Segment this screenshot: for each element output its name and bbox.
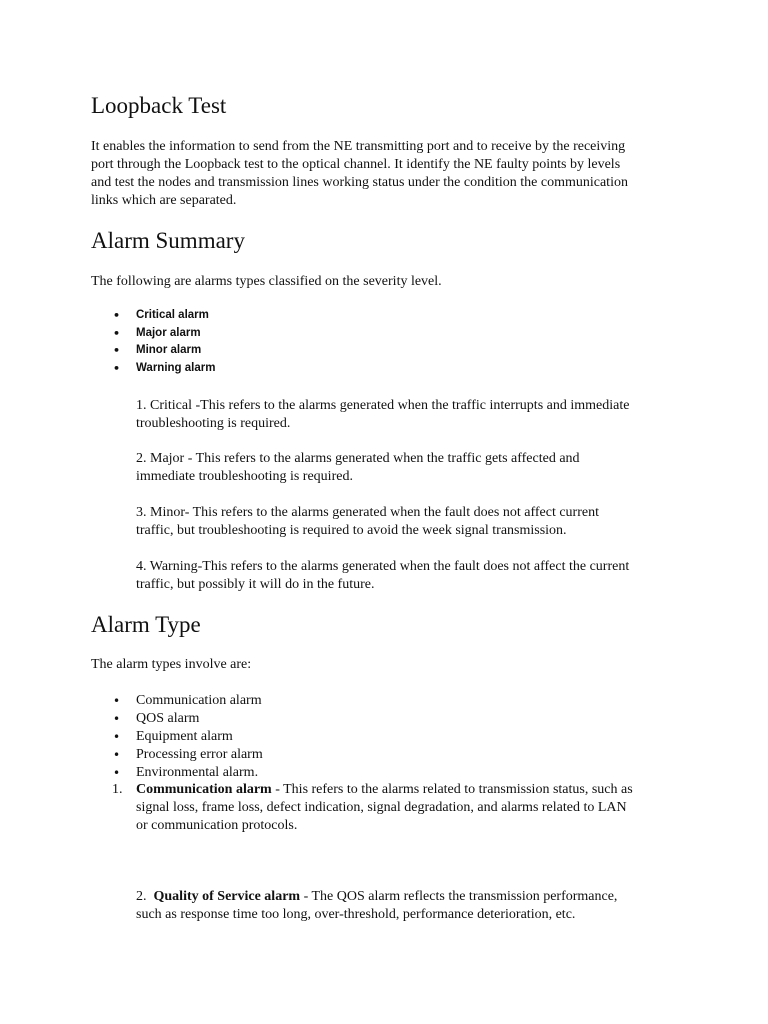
list-item: • Warning alarm xyxy=(91,360,215,378)
severity-item-critical xyxy=(136,397,629,433)
list-item: • Communication alarm xyxy=(91,692,263,710)
term-label: Communication alarm xyxy=(136,782,272,797)
text-line: traffic, but troubleshooting is required to avoid the week signal transmission. xyxy=(136,523,567,538)
text-line: troubleshooting is required. xyxy=(136,416,291,431)
text-line: The following are alarms types classified on the severity level. xyxy=(91,274,442,289)
item-number: 1. xyxy=(112,782,123,797)
text-line: 1. Critical -This refers to the alarms generated when the traffic interrupts and immediate xyxy=(136,398,630,413)
list-item: • Environmental alarm. xyxy=(91,764,263,782)
alarm-type-item-communication xyxy=(112,781,633,835)
text-line xyxy=(136,781,633,799)
list-item: • Critical alarm xyxy=(91,307,215,325)
heading-loopback-test: Loopback Test xyxy=(91,93,227,118)
text-line: or communication protocols. xyxy=(136,818,298,833)
list-item: • Minor alarm xyxy=(91,342,215,360)
text-line: signal loss, frame loss, defect indication, signal degradation, and alarms related to LAN xyxy=(136,800,627,815)
text-line: 3. Minor- This refers to the alarms generated when the fault does not affect current xyxy=(136,505,599,520)
list-item: • Major alarm xyxy=(91,325,215,343)
text-line: The alarm types involve are: xyxy=(91,657,252,672)
severity-list xyxy=(91,307,215,377)
text-line xyxy=(136,888,617,906)
term-label: Quality of Service alarm xyxy=(153,889,301,904)
alarm-type-item-qos xyxy=(136,888,617,924)
item-number: 2. xyxy=(136,889,147,904)
text-line: such as response time too long, over-threshold, performance deterioration, etc. xyxy=(136,907,576,922)
severity-item-minor xyxy=(136,504,599,540)
list-item: • Equipment alarm xyxy=(91,728,263,746)
text-line: It enables the information to send from the NE transmitting port and to receive by the receiving xyxy=(91,139,626,154)
alarm-type-intro xyxy=(91,656,251,674)
term-description: - This refers to the alarms related to transmission status, such as xyxy=(271,782,633,797)
heading-alarm-type: Alarm Type xyxy=(91,612,201,637)
list-item: • Processing error alarm xyxy=(91,746,263,764)
text-line: traffic, but possibly it will do in the future. xyxy=(136,577,375,592)
text-line: and test the nodes and transmission lines working status under the condition the communication xyxy=(91,175,628,190)
text-line: links which are separated. xyxy=(91,193,237,208)
alarm-summary-intro xyxy=(91,273,442,291)
alarm-type-list xyxy=(91,692,263,782)
loopback-paragraph xyxy=(91,138,628,210)
text-line: port through the Loopback test to the optical channel. It identify the NE faulty points by levels xyxy=(91,157,621,172)
text-line: immediate troubleshooting is required. xyxy=(136,469,353,484)
text-line: 4. Warning-This refers to the alarms generated when the fault does not affect the current xyxy=(136,559,630,574)
severity-item-warning xyxy=(136,558,629,594)
heading-alarm-summary: Alarm Summary xyxy=(91,228,245,253)
list-item: • QOS alarm xyxy=(91,710,263,728)
text-line: 2. Major - This refers to the alarms generated when the traffic gets affected and xyxy=(136,451,580,466)
term-description: - The QOS alarm reflects the transmission performance, xyxy=(300,889,618,904)
severity-item-major xyxy=(136,450,580,486)
